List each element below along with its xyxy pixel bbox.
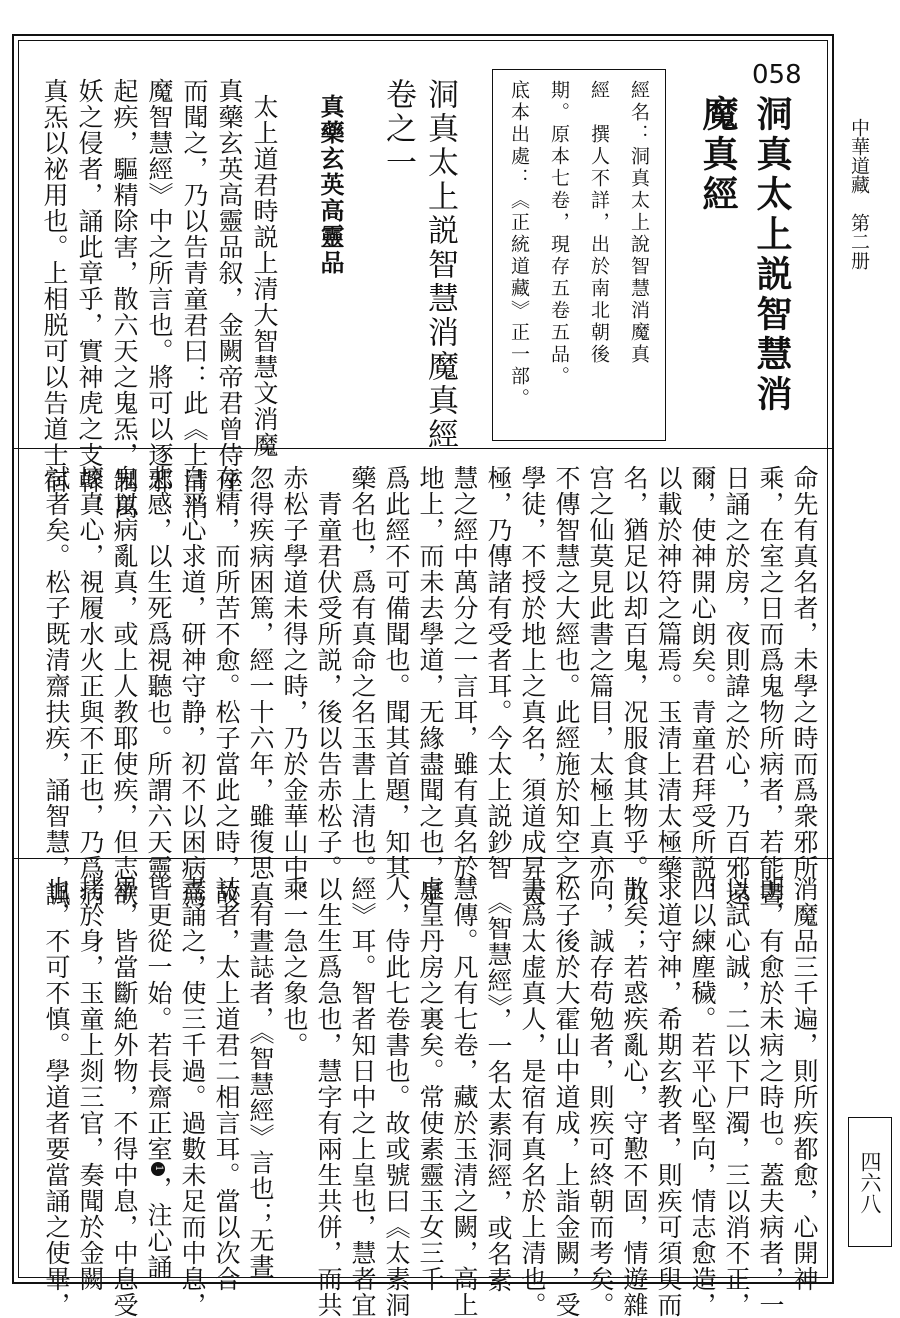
text-column: 爾，使神開心朗矣。青童君拜受所説，: [688, 465, 717, 907]
text-column: 試者矣。松子既清齋扶疾，誦智慧，諷: [42, 465, 71, 907]
text-number: 058: [752, 60, 802, 90]
text-segment: 皆更從一始。若長齋正室: [144, 876, 173, 1162]
text-column: 經》耳。智者知日中之上皇也，慧者宜: [348, 876, 377, 1318]
sub-title-line-2: 卷之一: [380, 78, 416, 180]
text-column: 誌者，太上道君二相言耳。當以次合: [212, 876, 241, 1292]
text-column: 散矣；若惑疾亂心，守懃不固，情遊雜: [620, 876, 649, 1318]
text-column: 地上，而未去學道，无緣盡聞之也，是: [416, 465, 445, 907]
text-column: 赤松子學道未得之時，乃於金華山中，: [280, 465, 309, 907]
text-column: 鬼以病亂真，或上人教耶使疾，但志欲: [110, 465, 139, 907]
text-column: 壞真心，視履水火正與不正也，乃爲病: [76, 465, 105, 907]
info-line-1: 經名：洞真太上說智慧消魔真: [628, 80, 650, 366]
sub-title-line-1: 洞真太上説智慧消魔真經: [422, 78, 458, 452]
text-column: 名，猶足以却百鬼，况服食其物乎。九: [620, 465, 649, 907]
info-line-2: 經 撰人不詳，出於南北朝後: [588, 80, 610, 366]
text-column: 爲此經不可備聞也。聞其首題，知其: [382, 465, 411, 881]
page-number-box: [848, 1117, 892, 1247]
text-column: 慧傳。凡有七卷，藏於玉清之闕，高上: [450, 876, 479, 1318]
text-column: 以試心誠，二以下尸濁，三以消不正，: [722, 876, 751, 1318]
text-column: 而聞之，乃以告青童君曰：此《上清消: [180, 78, 209, 520]
text-column: 也，不可不慎。學道者要當誦之使畢，: [42, 876, 71, 1318]
text-column: 真炁以祕用也。上相脱可以告道士宿: [40, 78, 69, 494]
text-column: 妖之侵者，誦此章乎，實神虎之支幹，: [75, 78, 104, 520]
text-column: 太上道君時説上清大智慧文消魔: [250, 94, 279, 458]
text-column: 消魔品三千遍，則所疾都愈，心開神: [790, 876, 819, 1292]
text-column: 起疾，驅精除害，散六天之鬼炁，制萬: [110, 78, 139, 520]
text-column: 宫之仙莫見此書之篇目，太極上真亦: [586, 465, 615, 881]
text-column: 朗，有愈於未病之時也。蓋夫病者，一: [756, 876, 785, 1318]
info-line-3: 期。原本七卷，現存五卷五品。: [548, 80, 570, 388]
text-column: 書爲太虚真人，是宿有真名於上清也。: [518, 876, 547, 1318]
text-column: 自平心求道，研神守静，初不以困病爲: [178, 465, 207, 907]
text-column: 四以練塵穢。若平心堅向，情志愈造，: [688, 876, 717, 1318]
text-column: 向，誠存苟勉者，則疾可終朝而考矣。: [586, 876, 615, 1318]
text-column: 人，侍此七卷書也。故或號曰《太素洞: [382, 876, 411, 1318]
text-column: 求道守神，希期玄教者，則疾可須臾而: [654, 876, 683, 1318]
text-column: 乘，在室之日而爲鬼物所病者，若能晝: [756, 465, 785, 907]
title-line-2: 魔真經: [697, 95, 739, 215]
text-column: 拷於身，玉童上剡三官，奏聞於金闕: [76, 876, 105, 1292]
text-column: 忽得疾病困篤，經一十六年，雖復思真: [246, 465, 275, 907]
chapter-name: 真藥玄英高靈品: [316, 94, 345, 276]
page-number: 四六八: [858, 1150, 882, 1214]
volume-label: 中華道藏 第二册: [848, 118, 870, 270]
text-column: 存精，而所苦不愈。松子當此之時，故: [212, 465, 241, 907]
text-column: 《智慧經》，一名太素洞經，或名素: [484, 876, 513, 1293]
text-column: 虚皇丹房之裏矣。常使素靈玉女三千: [416, 876, 445, 1292]
text-column: 不傳智慧之大經也。此經施於知空之: [552, 465, 581, 881]
footnote-marker: 1: [151, 1162, 165, 1176]
text-column: 學徒，不授於地上之真名，須道成昇太: [518, 465, 547, 907]
text-column: 慧之經中萬分之一言耳，雖有真名於: [450, 465, 479, 881]
text-column: 松子後於大霍山中道成，上詣金闕，受: [552, 876, 581, 1318]
text-column: 魔智慧經》中之所言也。將可以逐邪: [145, 78, 174, 494]
text-column: 藥名也，爲有真命之名玉書上清也。: [348, 465, 377, 881]
text-column: 真藥玄英高靈品叙，金闕帝君曾侍座: [215, 78, 244, 494]
text-column: 極，乃傳諸有受者耳。今太上説鈔智: [484, 465, 513, 881]
text-column: 以載於神符之篇焉。玉清上清太極藥: [654, 465, 683, 881]
text-column: 以生生爲急也，慧字有兩生共併，而共: [314, 876, 343, 1318]
text-column: 盡誦之，使三千過。過數未足而中息，: [178, 876, 207, 1318]
info-line-4: 底本出處：《正統道藏》正一部。: [508, 80, 530, 410]
text-segment: ，注心誦: [144, 1176, 173, 1280]
text-column: 乘一急之象也。: [280, 876, 309, 1058]
text-column: 命先有真名者，未學之時而爲衆邪所: [790, 465, 819, 881]
text-column: 青童君伏受所説，後以告赤松子。: [314, 465, 343, 881]
text-column: 悲感，以生死爲視聽也。所謂六天靈: [144, 465, 173, 881]
text-column: 有晝誌者，《智慧經》言也；无晝: [246, 876, 275, 1280]
text-column: 日誦之於房，夜則諱之於心，乃百邪遠: [722, 465, 751, 907]
title-line-1: 洞真太上説智慧消: [751, 95, 793, 415]
text-column: 畢，皆當斷絶外物，不得中息，中息受: [110, 876, 139, 1318]
info-box: [492, 69, 666, 441]
text-column-with-note: [146, 876, 171, 1280]
